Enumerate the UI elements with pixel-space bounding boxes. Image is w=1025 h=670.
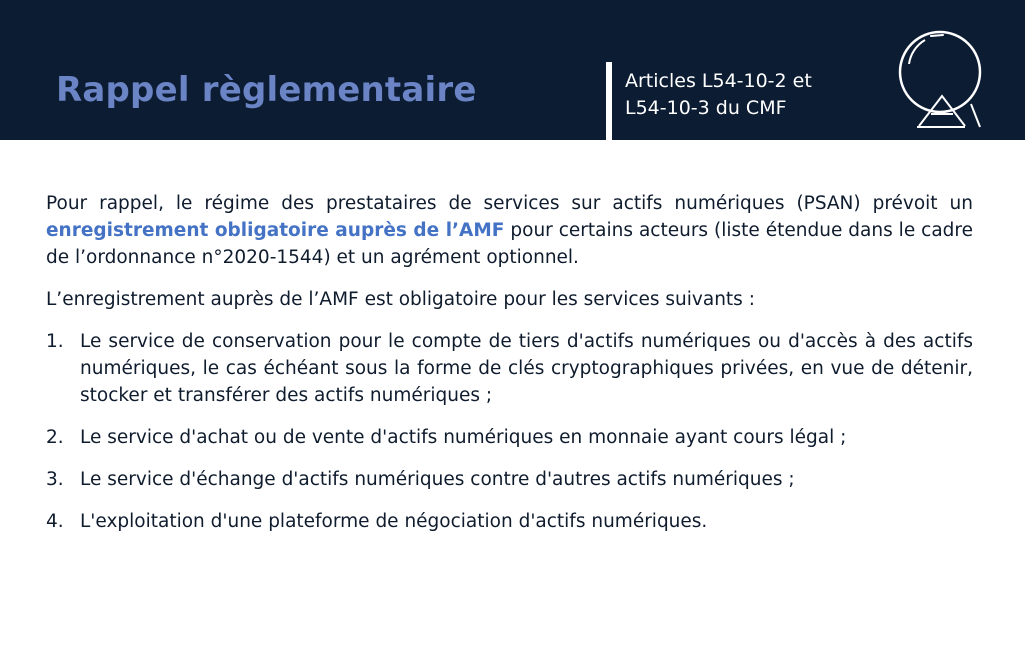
list-item-text: Le service d'échange d'actifs numériques contre d'autres actifs numériques ; bbox=[80, 469, 795, 490]
legal-reference-line-1: Articles L54-10-2 et bbox=[625, 70, 812, 92]
intro-paragraph bbox=[46, 190, 973, 271]
legal-reference-line-2: L54-10-3 du CMF bbox=[625, 97, 787, 119]
intro-text-start: Pour rappel, le régime des prestataires de services sur actifs numériques (PSAN) prévoit un bbox=[46, 193, 973, 214]
list-number: 2. bbox=[46, 427, 64, 448]
amf-logo-icon bbox=[893, 26, 989, 132]
services-lead: L’enregistrement auprès de l’AMF est obligatoire pour les services suivants : bbox=[46, 289, 755, 310]
list-item-text: Le service d'achat ou de vente d'actifs numériques en monnaie ayant cours légal ; bbox=[80, 427, 847, 448]
list-item bbox=[46, 424, 973, 451]
list-number: 1. bbox=[46, 331, 64, 352]
list-item bbox=[46, 508, 973, 535]
page-title: Rappel règlementaire bbox=[56, 70, 477, 110]
legal-reference bbox=[625, 68, 875, 122]
header-banner bbox=[0, 0, 1025, 140]
list-item bbox=[46, 328, 973, 409]
registration-highlight: enregistrement obligatoire auprès de l’AMF bbox=[46, 220, 505, 241]
list-item-text: L'exploitation d'une plateforme de négociation d'actifs numériques. bbox=[80, 511, 708, 532]
list-item-text: Le service de conservation pour le compte de tiers d'actifs numériques ou d'accès à des actifs numériques, le cas échéant sous la forme de clés cryptographiques privées, en vue de détenir, stocker et transférer des actifs numériques ; bbox=[80, 331, 973, 406]
list-number: 4. bbox=[46, 511, 64, 532]
services-list bbox=[46, 328, 973, 535]
intro-text-end: pour certains acteurs (liste étendue dans le cadre de l’ordonnance n°2020-1544) et un agrément optionnel. bbox=[46, 220, 973, 268]
list-number: 3. bbox=[46, 469, 64, 490]
header-divider bbox=[606, 62, 612, 140]
main-content bbox=[46, 190, 973, 550]
list-item bbox=[46, 466, 973, 493]
